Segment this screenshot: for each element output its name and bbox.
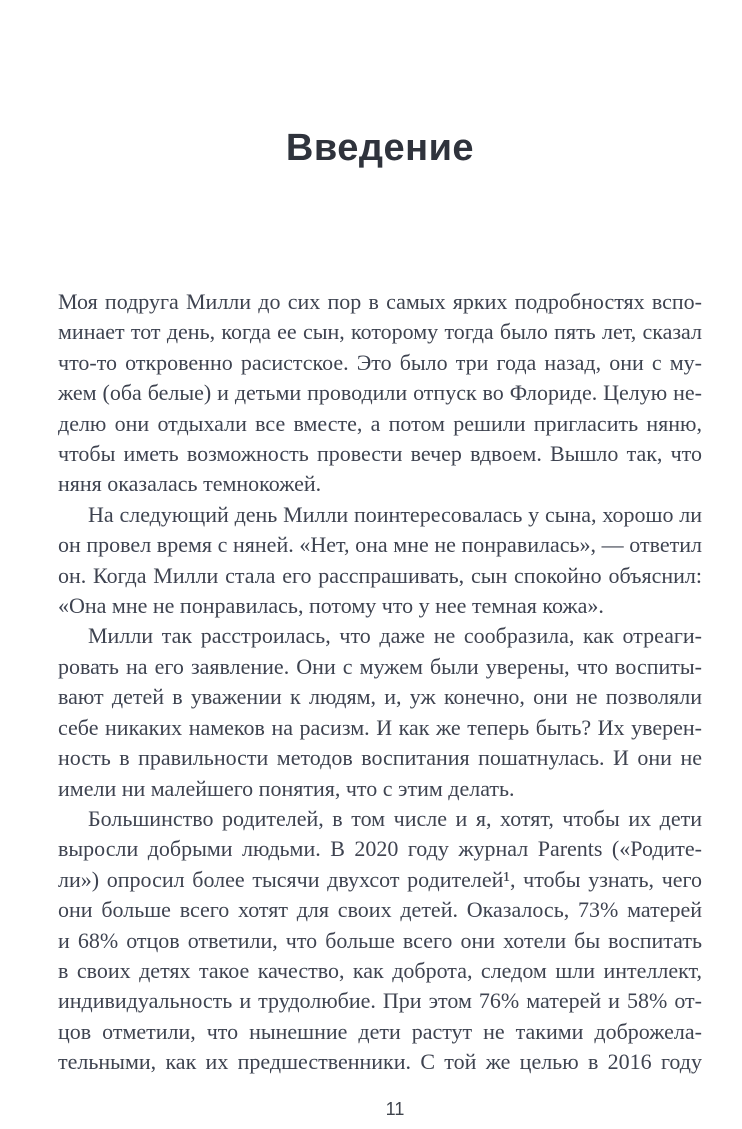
paragraph xyxy=(58,621,702,803)
text-line: индивидуальность и трудолюбие. При этом 76% матерей и 58% от- xyxy=(58,988,702,1014)
text-line: ли») опросил более тысячи двухсот родителей¹, чтобы узнать, чего xyxy=(58,866,702,892)
text-line: Большинство родителей, в том числе и я, хотят, чтобы их дети xyxy=(88,805,702,831)
text-line: имели ни малейшего понятия, что с этим делать. xyxy=(58,775,515,801)
text-line: и 68% отцов ответили, что больше всего они хотели бы воспитать xyxy=(58,927,702,953)
text-line: что-то откровенно расистское. Это было три года назад, они с му- xyxy=(58,349,702,375)
text-line: чтобы иметь возможность провести вечер вдвоем. Вышло так, что xyxy=(58,441,702,467)
text-line: Моя подруга Милли до сих пор в самых ярких подробностях вспо- xyxy=(58,289,702,314)
paragraph xyxy=(58,500,702,622)
body-text xyxy=(58,287,702,1078)
page-number: 11 xyxy=(385,1099,405,1119)
text-line: вают детей в уважении к людям, и, уж конечно, они не позволяли xyxy=(58,684,702,710)
text-line: делю они отдыхали все вместе, а потом решили пригласить няню, xyxy=(58,410,702,436)
text-line: они больше всего хотят для своих детей. Оказалось, 73% матерей xyxy=(58,897,702,923)
text-line: он. Когда Милли стала его расспрашивать, сын спокойно объяснил: xyxy=(58,562,702,588)
text-line: выросли добрыми людьми. В 2020 году журнал Parents («Родите- xyxy=(58,836,702,862)
text-line: На следующий день Милли поинтересовалась у сына, хорошо ли xyxy=(88,501,702,527)
text-line: цов отметили, что нынешние дети растут не такими доброжела- xyxy=(58,1018,702,1044)
text-line: Милли так расстроилась, что даже не сообразила, как отреаги- xyxy=(88,623,702,649)
text-line: он провел время с няней. «Нет, она мне не понравилась», — ответил xyxy=(58,532,702,558)
text-line: себе никаких намеков на расизм. И как же теперь быть? Их уверен- xyxy=(58,714,702,740)
chapter-title: Введение xyxy=(285,127,475,170)
text-line: «Она мне не понравилась, потому что у нее темная кожа». xyxy=(58,593,604,619)
text-line: тельными, как их предшественники. С той же целью в 2016 году xyxy=(58,1049,702,1075)
text-line: минает тот день, когда ее сын, которому тогда было пять лет, сказал xyxy=(58,319,702,345)
text-line: жем (оба белые) и детьми проводили отпуск во Флориде. Целую не- xyxy=(58,380,702,406)
text-line: ность в правильности методов воспитания пошатнулась. И они не xyxy=(58,745,702,771)
text-line: няня оказалась темнокожей. xyxy=(58,471,322,497)
paragraph xyxy=(58,287,702,500)
text-line: ровать на его заявление. Они с мужем были уверены, что воспиты- xyxy=(58,653,702,679)
paragraph xyxy=(58,804,702,1078)
text-line: в своих детях такое качество, как доброта, следом шли интеллект, xyxy=(58,957,702,983)
